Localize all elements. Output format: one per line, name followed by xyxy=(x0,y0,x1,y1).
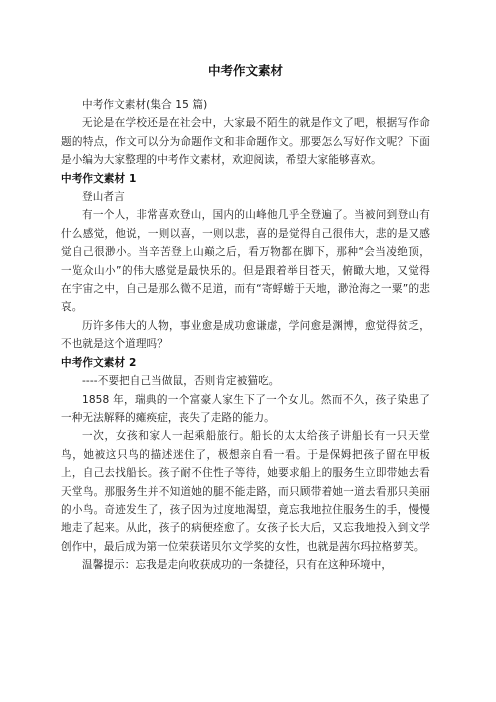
section-1-subtitle: 登山者言 xyxy=(82,191,125,204)
section-heading-2: 中考作文素材 2 xyxy=(61,356,137,369)
document-subtitle: 中考作文素材(集合 15 篇) xyxy=(82,99,208,111)
intro-paragraph: 无论是在学校还是在社会中，大家最不陌生的就是作文了吧，根据写作命题的特点，作文可以分为命题作文和非命题作文。那要怎么写好作文呢？下面是小编为大家整理的中考作文素材，欢迎阅读，希望大家能够喜欢。 xyxy=(61,117,430,167)
document-title: 中考作文素材 xyxy=(207,63,283,78)
section-1-paragraph: 历许多伟大的人物，事业愈是成功愈谦虚，学问愈是渊博，愈觉得贫乏，不也就是这个道理吗？ xyxy=(61,319,430,351)
section-2-paragraph: 温馨提示：忘我是走向收获成功的一条捷径，只有在这种环境中， xyxy=(82,559,393,572)
section-1-paragraph: 有一个人，非常喜欢登山，国内的山峰他几乎全登遍了。当被问到登山有什么感觉，他说，一则以喜，一则以悲，喜的是觉得自己很伟大，悲的是又感觉自己很渺小。当辛苦登上山巅之后，看万物都在脚下，那种“会当凌绝顶，一览众山小”的伟大感觉是最快乐的。但是跟着举目苍天，俯瞰大地，又觉得在宇宙之中，自己是那么微不足道，而有“寄蜉蝣于天地，渺沧海之一粟”的悲哀。 xyxy=(61,209,430,314)
section-2-paragraph: 1858 年，瑞典的一个富豪人家生下了一个女儿。然而不久，孩子染患了一种无法解释的瘫痪症，丧失了走路的能力。 xyxy=(61,393,430,424)
section-heading-1: 中考作文素材 1 xyxy=(61,172,137,185)
section-2-subtitle: ----不要把自己当做鼠，否则肯定被猫吃。 xyxy=(82,375,280,388)
section-2-paragraph: 一次，女孩和家人一起乘船旅行。船长的太太给孩子讲船长有一只天堂鸟，她被这只鸟的描述迷住了，极想亲自看一看。于是保姆把孩子留在甲板上，自己去找船长。孩子耐不住性子等待，她要求船上的服务生立即带她去看天堂鸟。那服务生并不知道她的腿不能走路，而只顾带着她一道去看那只美丽的小鸟。奇迹发生了，孩子因为过度地渴望，竟忘我地拉住服务生的手，慢慢地走了起来。从此，孩子的病便痊愈了。女孩子长大后，又忘我地投入到文学创作中，最后成为第一位荣获诺贝尔文学奖的女性，也就是茜尔玛拉格萝芙。 xyxy=(61,430,430,553)
